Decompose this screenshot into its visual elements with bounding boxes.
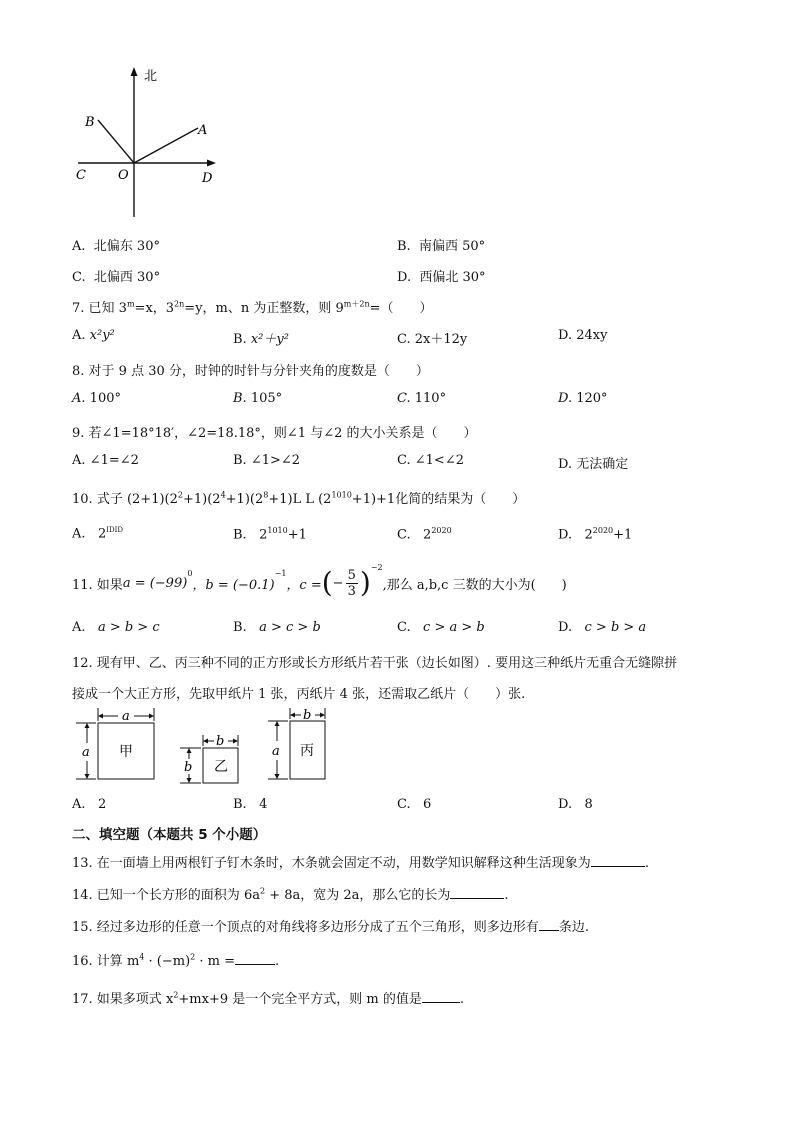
q8-option-d: D. 120°	[558, 391, 608, 406]
jia-height-label: a	[82, 745, 90, 760]
q7-option-c: C. 2x＋12y	[397, 332, 468, 347]
q9-option-d: D. 无法确定	[558, 457, 629, 472]
q16-answer-blank[interactable]	[235, 952, 275, 965]
q6-option-d: D. 西偏北 30°	[397, 270, 486, 285]
q6-option-a: A. 北偏东 30°	[72, 239, 160, 254]
q8-option-b: B. 105°	[233, 391, 283, 406]
q15-answer-blank[interactable]	[539, 918, 559, 931]
q11-stem: 11. 如果 a = (−99) $^0$ ，b = (−0.1) $^{-1}$ ，c = ( − $\frac{5}{3}$ ) $^{-2}$ ,那么 a,b,c 三数的大小为( )	[72, 563, 567, 599]
q7-stem: 7. 已知 $3^m=x$，$3^{2n}=y$，m、n 为正整数，则 $9^{m+2n}=$（ ）	[72, 299, 433, 316]
q16-stem: 16. 计算 $m^4 \cdot (-m)^2 \cdot m$ = .	[72, 952, 280, 969]
q13-answer-blank[interactable]	[591, 854, 645, 867]
q12-option-a: A. 2	[72, 797, 107, 812]
q9-option-a: A. ∠1=∠2	[72, 453, 139, 468]
q9-stem: 9. 若∠1=18°18′，∠2=18.18°，则∠1 与∠2 的大小关系是（ ）	[72, 426, 477, 441]
q12-line1: 12. 现有甲、乙、丙三种不同的正方形或长方形纸片若干张（边长如图）. 要用这三种纸片无重合无缝隙拼	[72, 656, 678, 671]
q15-stem: 15. 经过多边形的任意一个顶点的对角线将多边形分成了五个三角形，则多边形有 条边.	[72, 920, 589, 935]
point-b-label: B	[85, 115, 95, 130]
point-o-label: O	[118, 168, 129, 183]
jia-width-label: a	[122, 709, 130, 724]
q17-stem: 17. 如果多项式 $x^2+mx+9$ 是一个完全平方式，则 m 的值是 .	[72, 990, 464, 1007]
point-a-label: A	[198, 123, 208, 138]
q10-stem: 10. 式子 $(2+1)(2^2+1)(2^4+1)(2^8+1)L$ L $(2^{1010}+1)+1$化简的结果为（ ）	[72, 490, 526, 507]
q14-answer-blank[interactable]	[450, 886, 504, 899]
q10-option-c: C. $2^{2020}$	[397, 526, 452, 543]
bing-label: 丙	[300, 743, 314, 759]
q12-figure	[72, 705, 342, 795]
bing-width-label: b	[303, 708, 312, 723]
q11-option-b: B. a > c > b	[233, 620, 321, 635]
q8-stem: 8. 对于 9 点 30 分，时钟的时针与分针夹角的度数是（ ）	[72, 364, 429, 379]
q9-option-c: C. ∠1<∠2	[397, 453, 464, 468]
q13-stem: 13. 在一面墙上用两根钉子钉木条时，木条就会固定不动，用数学知识解释这种生活现象为 .	[72, 856, 649, 871]
yi-label: 乙	[214, 759, 228, 775]
q6-option-b: B. 南偏西 50°	[397, 239, 486, 254]
q14-stem: 14. 已知一个长方形的面积为 $6a^2 + 8a$，宽为 2a，那么它的长为 .	[72, 886, 509, 903]
q12-option-c: C. 6	[397, 797, 432, 812]
q10-option-d: D. $2^{2020}+1$	[558, 526, 633, 543]
q10-option-b: B. $2^{1010}+1$	[233, 526, 307, 543]
q12-option-b: B. 4	[233, 797, 268, 812]
q17-answer-blank[interactable]	[422, 990, 460, 1003]
point-c-label: C	[76, 168, 86, 183]
q11-option-a: A. a > b > c	[72, 620, 160, 635]
yi-height-label: b	[184, 760, 193, 775]
q12-line2: 接成一个大正方形，先取甲纸片 1 张，丙纸片 4 张，还需取乙纸片（ ）张.	[72, 687, 526, 702]
compass-figure	[70, 62, 230, 222]
yi-width-label: b	[216, 734, 225, 749]
q11-option-d: D. c > b > a	[558, 620, 647, 635]
q6-option-c: C. 北偏西 30°	[72, 270, 161, 285]
section-heading: 二、填空题（本题共 5 个小题）	[72, 827, 267, 843]
q11-option-c: C. c > a > b	[397, 620, 485, 635]
q12-option-d: D. 8	[558, 797, 593, 812]
q8-option-c: C. 110°	[397, 391, 447, 406]
point-d-label: D	[202, 171, 213, 186]
q7-option-b: B. x²＋y²	[233, 332, 289, 347]
bing-height-label: a	[272, 744, 280, 759]
q10-option-a: A. $2^{IDID}$	[72, 526, 123, 542]
q7-option-d: D. 24xy	[558, 328, 608, 343]
q9-option-b: B. ∠1>∠2	[233, 453, 301, 468]
jia-label: 甲	[119, 744, 133, 760]
north-label: 北	[144, 69, 158, 84]
q7-option-a: A. x²y²	[72, 328, 115, 343]
q8-option-a: A. 100°	[72, 391, 121, 406]
